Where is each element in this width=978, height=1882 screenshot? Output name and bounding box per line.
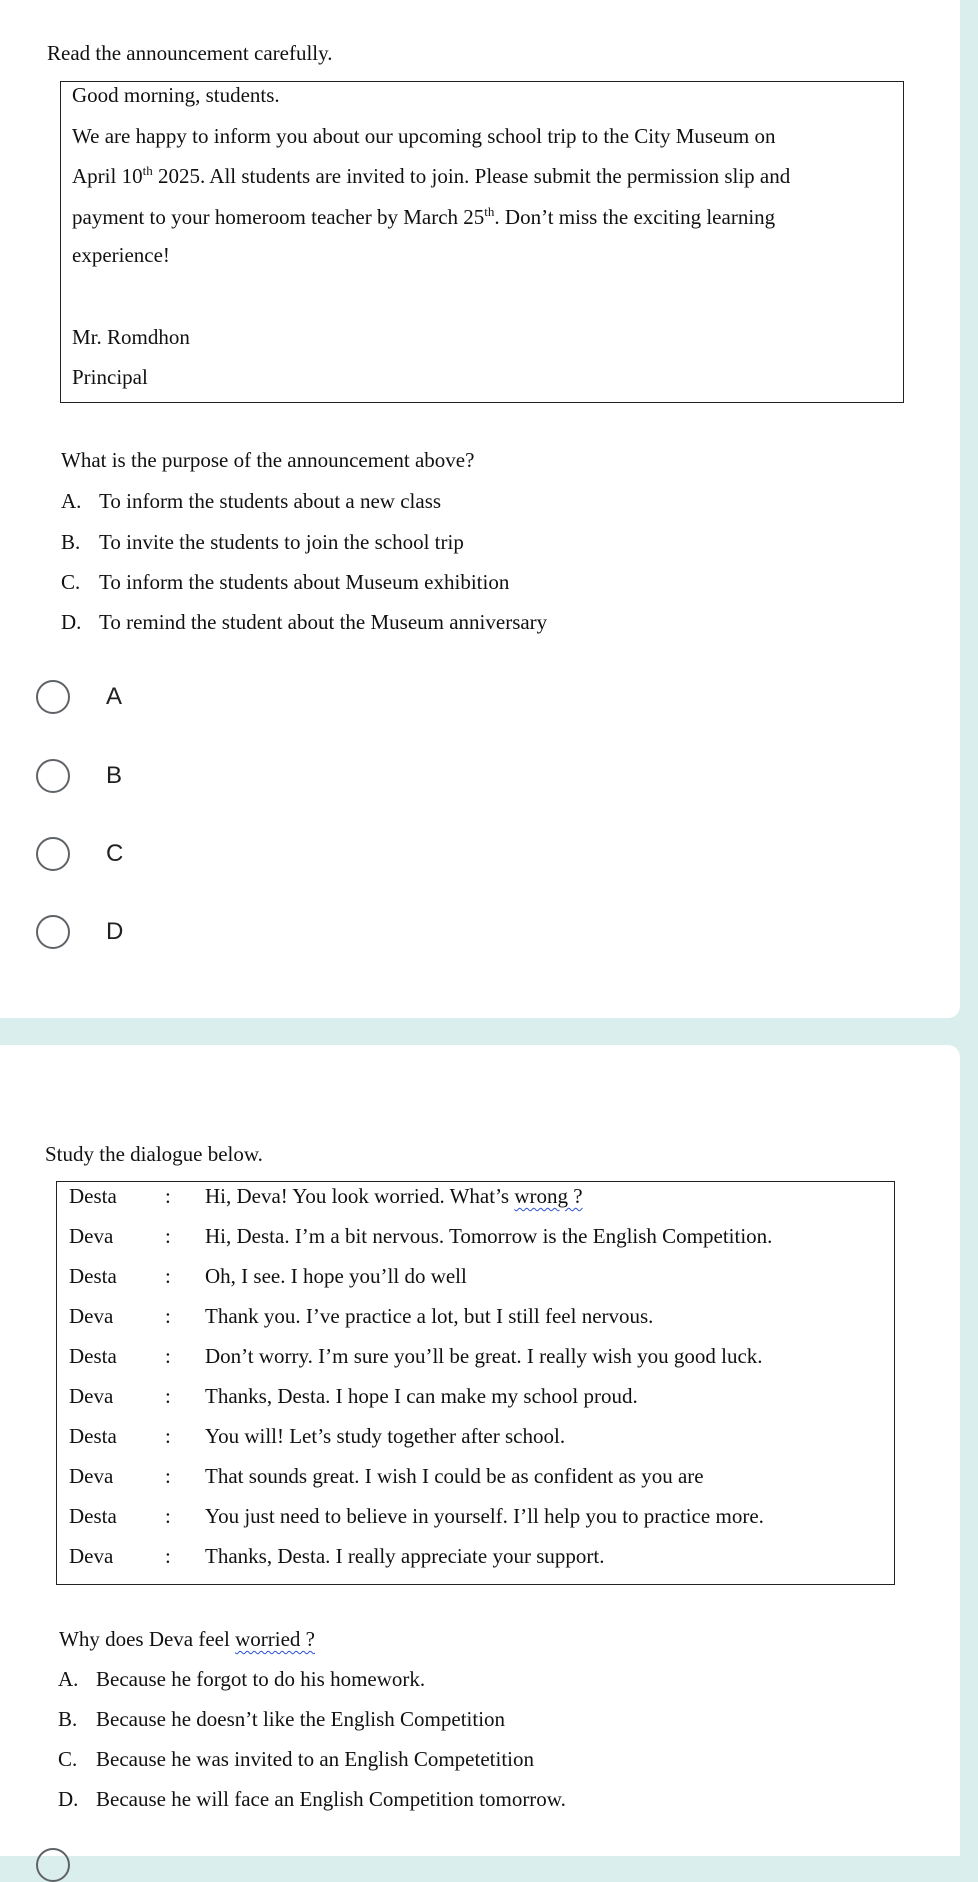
dialogue-row: Desta : Hi, Deva! You look worried. What’s wrong ?	[69, 1184, 583, 1208]
announcement-line-2: April 10th 2025. All students are invited to join. Please submit the permission slip and	[72, 163, 791, 188]
radio-option-b[interactable]	[36, 756, 122, 796]
choice-c: C. Because he was invited to an English Competetition	[58, 1747, 534, 1771]
radio-button[interactable]	[36, 837, 70, 871]
dialogue-row: Deva : That sounds great. I wish I could be as confident as you are	[69, 1464, 704, 1488]
radio-button[interactable]	[36, 759, 70, 793]
dialogue-row: Deva : Thanks, Desta. I really appreciate your support.	[69, 1544, 605, 1568]
radio-label: B	[106, 762, 123, 789]
radio-button[interactable]	[36, 680, 70, 714]
announcement-greeting: Good morning, students.	[72, 83, 280, 107]
dialogue-box	[56, 1181, 895, 1585]
instruction-text: Read the announcement carefully.	[47, 41, 333, 65]
radio-label: A	[106, 683, 123, 710]
choice-b: B. Because he doesn’t like the English Competition	[58, 1707, 506, 1731]
radio-option-c[interactable]	[36, 834, 123, 874]
signer-name: Mr. Romdhon	[72, 325, 190, 349]
announcement-line-3: payment to your homeroom teacher by March 25th. Don’t miss the exciting learning	[72, 204, 776, 229]
choice-d: D. Because he will face an English Competition tomorrow.	[58, 1787, 566, 1811]
choice-a: A. To inform the students about a new class	[61, 489, 442, 513]
radio-button-partial[interactable]	[36, 1848, 70, 1882]
dialogue-row: Desta : Oh, I see. I hope you’ll do well	[69, 1264, 467, 1288]
radio-button[interactable]	[36, 915, 70, 949]
instruction-text: Study the dialogue below.	[45, 1142, 263, 1166]
choice-a: A. Because he forgot to do his homework.	[58, 1667, 426, 1691]
dialogue-row: Deva : Thank you. I’ve practice a lot, but I still feel nervous.	[69, 1304, 654, 1328]
choice-d: D. To remind the student about the Museum anniversary	[61, 610, 548, 634]
question-prompt: Why does Deva feel worried ?	[59, 1627, 315, 1651]
radio-option-d[interactable]	[36, 912, 123, 952]
announcement-box	[60, 81, 904, 403]
dialogue-row: Deva : Thanks, Desta. I hope I can make my school proud.	[69, 1384, 638, 1408]
radio-option-a[interactable]	[36, 677, 122, 717]
announcement-line-1: We are happy to inform you about our upcoming school trip to the City Museum on	[72, 124, 776, 148]
dialogue-row: Desta : You just need to believe in yourself. I’ll help you to practice more.	[69, 1504, 764, 1528]
radio-label: C	[106, 840, 124, 867]
choice-b: B. To invite the students to join the school trip	[61, 530, 464, 554]
dialogue-row: Desta : Don’t worry. I’m sure you’ll be great. I really wish you good luck.	[69, 1344, 763, 1368]
signer-title: Principal	[72, 365, 148, 389]
dialogue-row: Desta : You will! Let’s study together after school.	[69, 1424, 566, 1448]
question-prompt: What is the purpose of the announcement above?	[61, 448, 475, 472]
radio-label: D	[106, 918, 124, 945]
choice-c: C. To inform the students about Museum exhibition	[61, 570, 510, 594]
announcement-line-4: experience!	[72, 243, 170, 267]
dialogue-row: Deva : Hi, Desta. I’m a bit nervous. Tomorrow is the English Competition.	[69, 1224, 773, 1248]
